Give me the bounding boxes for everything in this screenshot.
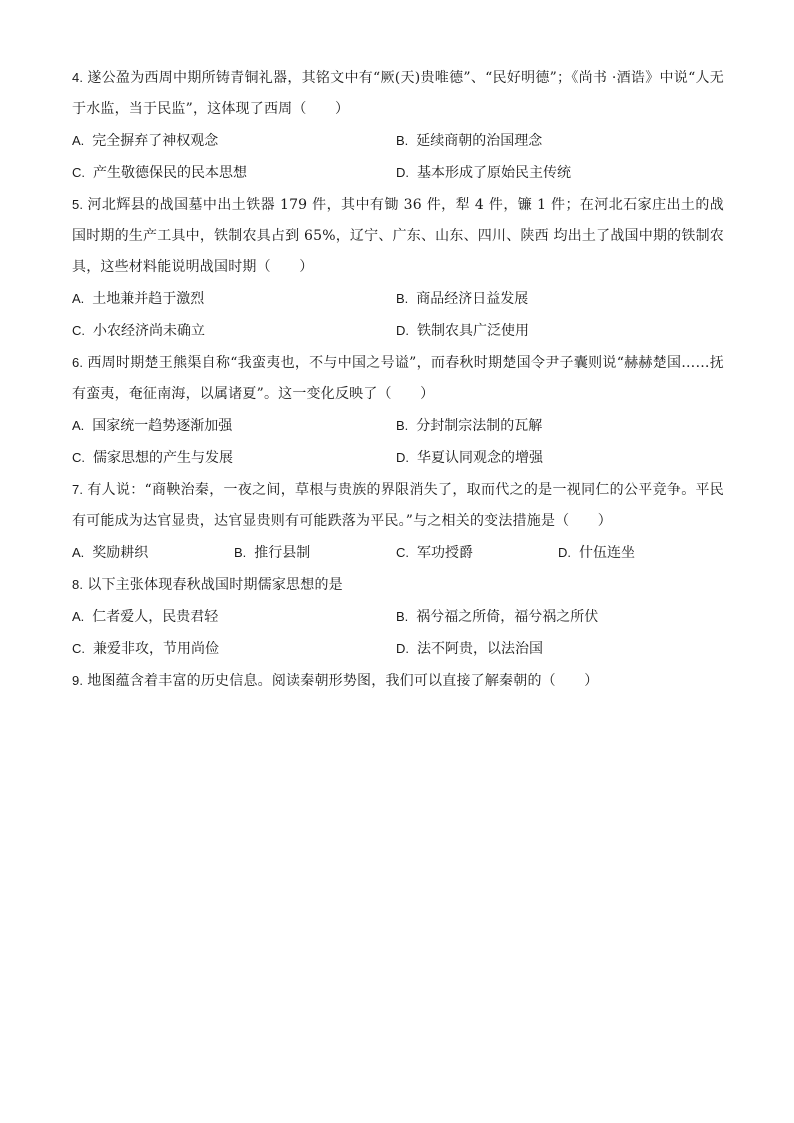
question-6-text: 西周时期楚王熊渠自称“我蛮夷也，不与中国之号谥”，而春秋时期楚国令尹子囊则说“赫赫楚国……抚有蛮夷，奄征南海，以属诸夏”。这一变化反映了（ ） [72, 355, 724, 402]
option-key: B. [234, 545, 247, 560]
option-key: D. [558, 545, 571, 560]
question-5-text: 河北辉县的战国墓中出土铁器 179 件，其中有锄 36 件，犁 4 件，镰 1 件；在河北石家庄出土的战国时期的生产工具中，铁制农具占到 65%，辽宁、广东、山东、四川、陕西 均出土了战国中期的铁制农具，这些材料能说明战国时期（ ） [72, 197, 724, 275]
option-text: 商品经济日益发展 [416, 291, 529, 307]
question-8-option-a [72, 601, 396, 633]
question-5-option-b [396, 283, 720, 315]
option-text: 产生敬德保民的民本思想 [93, 165, 247, 181]
question-8-text: 以下主张体现春秋战国时期儒家思想的是 [87, 577, 343, 593]
option-text: 仁者爱人，民贵君轻 [92, 609, 219, 625]
question-6-option-a [72, 410, 396, 442]
option-text: 什伍连坐 [579, 545, 635, 561]
question-6-option-b [396, 410, 720, 442]
option-key: B. [396, 418, 409, 433]
option-key: D. [396, 165, 409, 180]
option-key: A. [72, 545, 85, 560]
question-7-text: 有人说：“商鞅治秦，一夜之间，草根与贵族的界限消失了，取而代之的是一视同仁的公平竞争。平民有可能成为达官显贵，达官显贵则有可能跌落为平民。”与之相关的变法措施是（ ） [72, 482, 724, 529]
question-7-options [72, 537, 724, 569]
option-text: 小农经济尚未确立 [93, 323, 205, 339]
option-text: 兼爱非攻，节用尚俭 [93, 641, 219, 657]
option-text: 儒家思想的产生与发展 [93, 450, 233, 466]
question-7-number: 7. [72, 482, 84, 497]
question-9-text: 地图蕴含着丰富的历史信息。阅读秦朝形势图，我们可以直接了解秦朝的（ ） [87, 673, 599, 689]
option-key: C. [396, 545, 409, 560]
question-8-option-b [396, 601, 720, 633]
question-8-option-d [396, 633, 720, 665]
question-7-option-b [234, 537, 396, 569]
question-5-number: 5. [72, 197, 84, 212]
question-list [72, 62, 724, 697]
option-key: B. [396, 291, 409, 306]
question-9-stem [72, 665, 724, 697]
question-6 [72, 347, 724, 474]
question-9-number: 9. [72, 673, 84, 688]
question-5-option-d [396, 315, 720, 347]
option-key: C. [72, 641, 85, 656]
option-text: 军功授爵 [417, 545, 473, 561]
question-4-options [72, 125, 724, 189]
question-5-stem [72, 189, 724, 283]
question-4 [72, 62, 724, 189]
question-4-stem [72, 62, 724, 125]
option-text: 祸兮福之所倚，福兮祸之所伏 [416, 609, 599, 625]
question-6-options [72, 410, 724, 474]
question-7-option-a [72, 537, 234, 569]
question-5-options [72, 283, 724, 347]
option-text: 奖励耕织 [92, 545, 149, 561]
option-key: C. [72, 323, 85, 338]
option-text: 基本形成了原始民主传统 [417, 165, 571, 181]
question-8-option-c [72, 633, 396, 665]
option-text: 分封制宗法制的瓦解 [416, 418, 543, 434]
question-7-stem [72, 474, 724, 537]
question-5 [72, 189, 724, 347]
question-4-option-d [396, 157, 720, 189]
option-text: 延续商朝的治国理念 [416, 133, 543, 149]
option-text: 推行县制 [254, 545, 311, 561]
question-8 [72, 569, 724, 665]
option-key: D. [396, 641, 409, 656]
question-7-option-d [558, 537, 720, 569]
option-text: 法不阿贵，以法治国 [417, 641, 543, 657]
option-key: A. [72, 609, 85, 624]
option-text: 国家统一趋势逐渐加强 [92, 418, 233, 434]
option-key: A. [72, 418, 85, 433]
question-4-option-a [72, 125, 396, 157]
option-key: D. [396, 323, 409, 338]
question-5-option-a [72, 283, 396, 315]
option-text: 华夏认同观念的增强 [417, 450, 543, 466]
option-key: A. [72, 291, 85, 306]
option-key: D. [396, 450, 409, 465]
option-key: C. [72, 165, 85, 180]
question-5-option-c [72, 315, 396, 347]
question-4-option-c [72, 157, 396, 189]
question-7-option-c [396, 537, 558, 569]
question-4-option-b [396, 125, 720, 157]
question-8-number: 8. [72, 577, 84, 592]
option-key: C. [72, 450, 85, 465]
option-key: B. [396, 609, 409, 624]
question-8-stem [72, 569, 724, 601]
question-8-options [72, 601, 724, 665]
question-9 [72, 665, 724, 697]
question-6-option-c [72, 442, 396, 474]
question-7 [72, 474, 724, 569]
question-4-text: 遂公盈为西周中期所铸青铜礼器，其铭文中有“厥(天)贵唯德”、“民好明德”；《尚书 ·酒诰》中说“人无于水监，当于民监”，这体现了西周（ ） [72, 70, 724, 117]
option-text: 土地兼并趋于激烈 [92, 291, 205, 307]
option-key: B. [396, 133, 409, 148]
question-6-option-d [396, 442, 720, 474]
question-6-number: 6. [72, 355, 84, 370]
option-text: 完全摒弃了神权观念 [92, 133, 219, 149]
option-key: A. [72, 133, 85, 148]
option-text: 铁制农具广泛使用 [417, 323, 529, 339]
question-6-stem [72, 347, 724, 410]
question-4-number: 4. [72, 70, 84, 85]
